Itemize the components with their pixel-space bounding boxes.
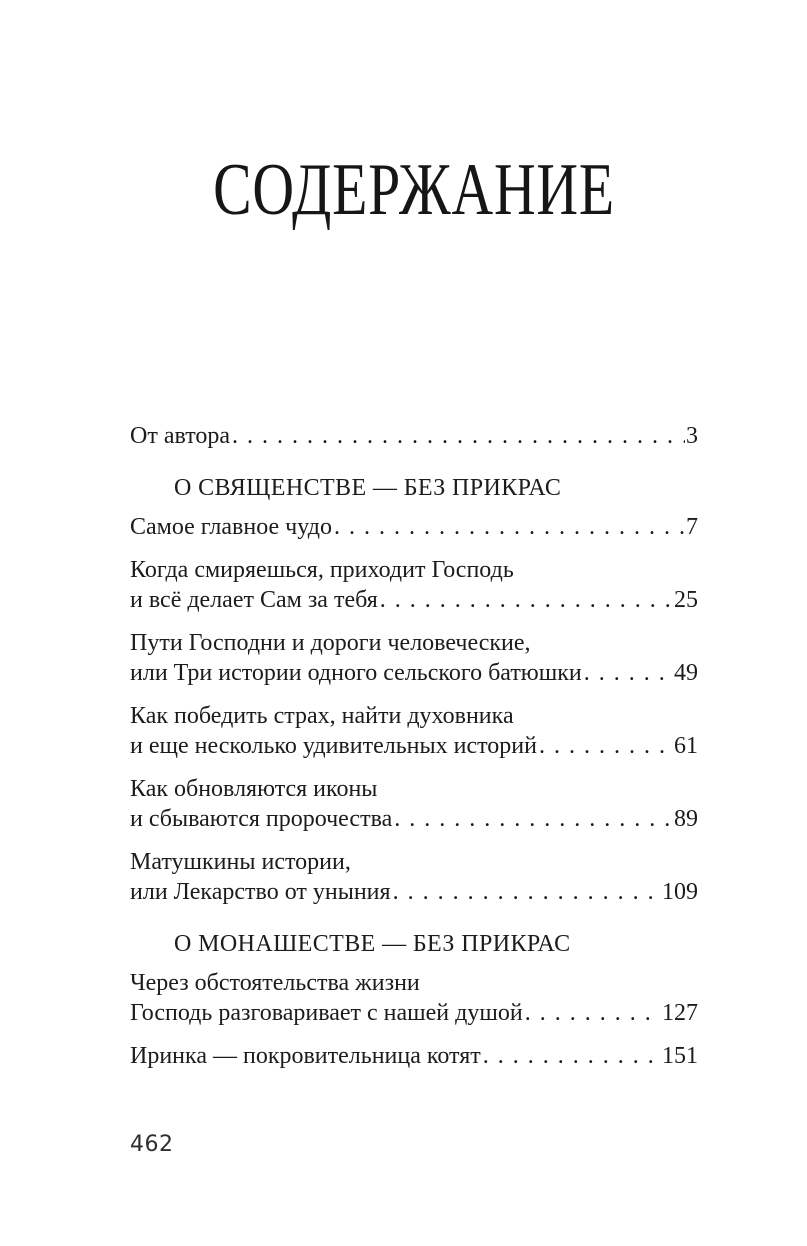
page-title: СОДЕРЖАНИЕ: [213, 148, 615, 231]
toc-entry-line: [130, 877, 698, 907]
toc-entry-line: [130, 658, 698, 688]
toc-page-number: 109: [662, 879, 698, 905]
toc-entry-text: или Три истории одного сельского батюшки: [130, 660, 582, 686]
toc-entry-line: [130, 421, 698, 451]
toc-entry-line: Когда смиряешься, приходит Господь: [130, 557, 514, 583]
dot-leader: [391, 877, 661, 907]
toc-entry-line: Пути Господни и дороги человеческие,: [130, 630, 531, 656]
toc-entry-text: Иринка — покровительница котят: [130, 1043, 481, 1069]
toc-page-number: 89: [674, 806, 698, 832]
toc-entry-line: Матушкины истории,: [130, 849, 351, 875]
toc-page-number: 25: [674, 587, 698, 613]
toc-entry: [130, 701, 698, 761]
toc-section-heading: О СВЯЩЕНСТВЕ — БЕЗ ПРИКРАС: [174, 475, 562, 501]
toc-entry-line: [130, 804, 698, 834]
toc-page-number: 49: [674, 660, 698, 686]
toc-entry-text: и всё делает Сам за тебя: [130, 587, 378, 613]
dot-leader: [481, 1041, 661, 1071]
dot-leader: [537, 731, 673, 761]
dot-leader: [378, 585, 673, 615]
toc-entry-line: [130, 731, 698, 761]
toc-entry: [130, 968, 698, 1028]
toc-entry-text: или Лекарство от уныния: [130, 879, 391, 905]
toc-page-number: 7: [686, 514, 698, 540]
dot-leader: [392, 804, 673, 834]
dot-leader: [523, 998, 661, 1028]
toc-entry-text: От автора: [130, 423, 231, 449]
toc-page-number: 127: [662, 1000, 698, 1026]
toc-page-number: 3: [686, 423, 698, 449]
toc-entry-line: [130, 1041, 698, 1071]
toc-entry: [130, 555, 698, 615]
toc-entry: [130, 512, 698, 542]
toc-section-heading: О МОНАШЕСТВЕ — БЕЗ ПРИКРАС: [174, 931, 571, 957]
toc-entry-line: [130, 512, 698, 542]
table-of-contents: [130, 421, 698, 1084]
toc-entry: [130, 847, 698, 907]
toc-entry-text: Самое главное чудо: [130, 514, 332, 540]
toc-entry-line: Как обновляются иконы: [130, 776, 378, 802]
toc-entry: [130, 774, 698, 834]
dot-leader: [582, 658, 673, 688]
toc-page-number: 61: [674, 733, 698, 759]
dot-leader: [230, 421, 685, 451]
toc-entry-line: Как победить страх, найти духовника: [130, 703, 514, 729]
toc-entry-line: [130, 585, 698, 615]
dot-leader: [332, 512, 685, 542]
toc-entry-text: и еще несколько удивительных историй: [130, 733, 537, 759]
toc-entry: [130, 628, 698, 688]
toc-entry-text: и сбываются пророчества: [130, 806, 393, 832]
toc-entry: [130, 1041, 698, 1071]
toc-entry-text: Господь разговаривает с нашей душой: [130, 1000, 523, 1026]
toc-entry: [130, 421, 698, 451]
toc-page-number: 151: [662, 1043, 698, 1069]
toc-entry-line: Через обстоятельства жизни: [130, 970, 420, 996]
folio-page-number: 462: [130, 1132, 174, 1157]
toc-entry-line: [130, 998, 698, 1028]
